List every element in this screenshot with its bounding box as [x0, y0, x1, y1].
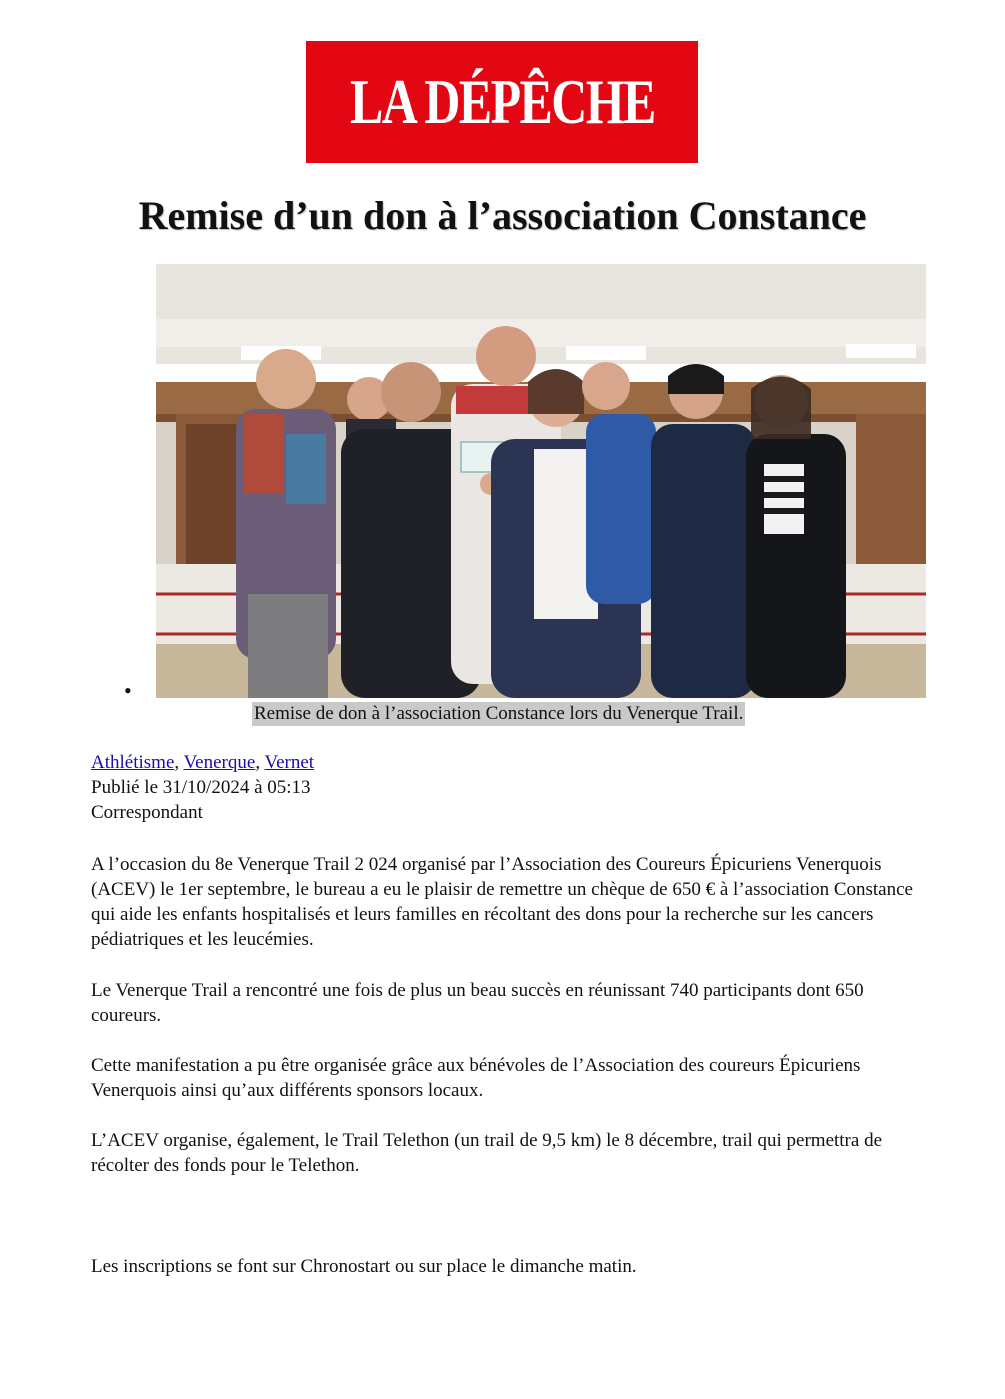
article-tags	[91, 751, 314, 775]
logo-text: LA DÉPÊCHE	[349, 66, 655, 137]
article-paragraph: Le Venerque Trail a rencontré une fois de plus un beau succès en réunissant 740 participants dont 650 coureurs.	[91, 980, 864, 1026]
photo-caption: Remise de don à l’association Constance lors du Venerque Trail.	[254, 703, 744, 724]
article-paragraph: L’ACEV organise, également, le Trail Telethon (un trail de 9,5 km) le 8 décembre, trail qui permettra de récolter des fonds pour le Telethon.	[91, 1130, 883, 1176]
article-photo	[156, 264, 926, 698]
article-paragraph: A l’occasion du 8e Venerque Trail 2 024 organisé par l’Association des Coureurs Épicuriens Venerquois (ACEV) le 1er septembre, le bureau a eu le plaisir de remettre un chèque de 650 € à l’association Constance qui aide les enfants hospitalisés et leurs familles en récoltant des dons pour la recherche sur les cancers pédiatriques et les leucémies.	[91, 854, 913, 950]
article-author: Correspondant	[91, 802, 203, 823]
article-paragraph: Les inscriptions se font sur Chronostart ou sur place le dimanche matin.	[91, 1256, 637, 1277]
la-depeche-logo	[306, 41, 698, 163]
tag-link-venerque[interactable]: Venerque	[183, 752, 256, 773]
list-bullet: •	[124, 678, 132, 703]
article-title: Remise d’un don à l’association Constance	[138, 193, 867, 238]
tag-link-athletisme[interactable]: Athlétisme	[91, 752, 175, 773]
tag-separator: ,	[255, 752, 265, 773]
publication-date: Publié le 31/10/2024 à 05:13	[91, 777, 311, 798]
tag-separator: ,	[174, 752, 184, 773]
article-paragraph: Cette manifestation a pu être organisée grâce aux bénévoles de l’Association des coureurs Épicuriens Venerquois ainsi qu’aux différents sponsors locaux.	[91, 1055, 861, 1101]
tag-link-vernet[interactable]: Vernet	[264, 752, 315, 773]
